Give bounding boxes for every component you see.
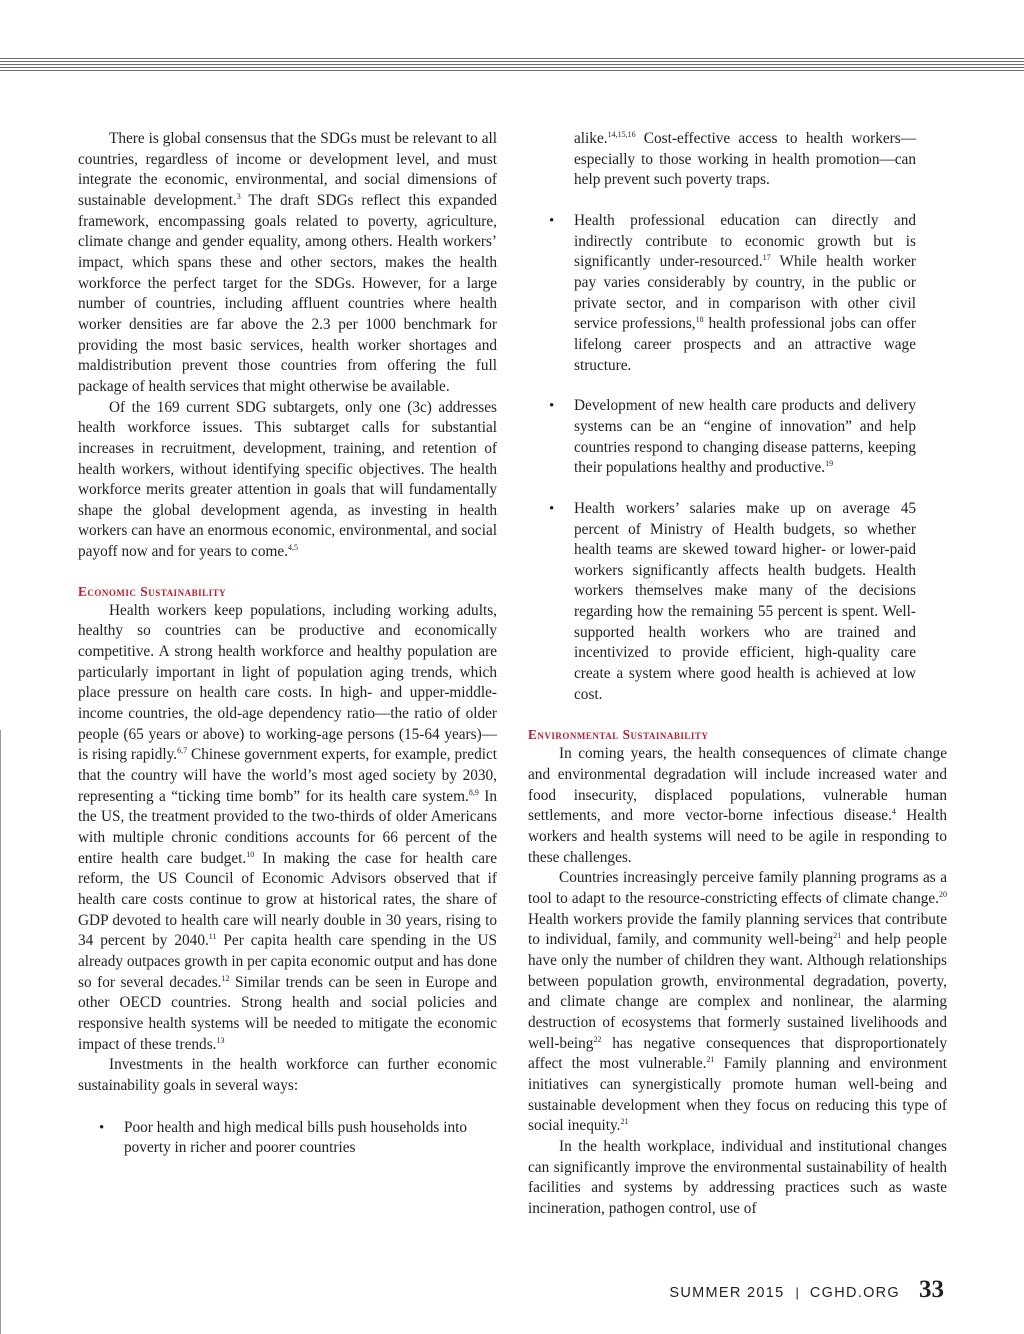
list-item <box>528 211 916 376</box>
list-item <box>528 129 916 191</box>
page-footer <box>669 1276 944 1306</box>
left-column <box>78 129 497 1159</box>
bullet-marker: • <box>549 212 555 229</box>
paragraph-sdg-consensus: There is global consensus that the SDGs must be relevant to all countries, regardless of income or development level, and must integrate the economic, environmental, and social dimensions of sustainable development.$^3$ The draft SDGs reflect this expanded framework, encompassing goals related to poverty, agriculture, climate change and gender equality, among others. Health workers’ impact, which spans these and other sectors, makes the health workforce the perfect target for the SDGs. However, for a large number of countries, including affluent countries where health worker densities are far above the 2.3 per 1000 benchmark for providing the most basic services, health worker shortages and maldistribution prevent those countries from offering the full package of health services that might otherwise be available. <box>78 130 497 395</box>
bullet-list-economic-continued <box>528 129 947 705</box>
bullet-marker: • <box>549 500 555 517</box>
right-column <box>528 129 947 1220</box>
heading-environmental-sustainability: Environmental Sustainability <box>528 727 709 743</box>
paragraph-economic-populations: Health workers keep populations, including working adults, healthy so countries can be productive and economically competitive. A strong health workforce and healthy population are particularly important in light of population aging trends, which place pressure on health care costs. In high- and upper-middle-income countries, the old-age dependency ratio—the ratio of older people (65 years or above) to working-age persons (15-64 years)—is rising rapidly.$^{6,7}$ Chinese government experts, for example, predict that the country will have the world’s most aged society by 2030, representing a “ticking time bomb” for its health care system.$^{8,9}$ In the US, the treatment provided to the two-thirds of older Americans with multiple chronic conditions accounts for 66 percent of the entire health care budget.$^{10}$ In making the case for health care reform, the US Council of Economic Advisors observed that if health care costs continue to grow at historical rates, the share of GDP devoted to health care will nearly double in 30 years, rising to 34 percent by 2040.11 Per capita health care spending in the US already outpaces growth in per capita economic output and has done so for several decades.$^{12}$ Similar trends can be seen in Europe and other OECD countries. Strong health and social policies and responsive health systems will be needed to mitigate the economic impact of these trends.$^{13}$ <box>78 601 498 1053</box>
header-rule-5 <box>0 70 1024 71</box>
list-item <box>528 499 916 706</box>
paragraph-climate-consequences: In coming years, the health consequences of climate change and environmental degradation will include increased water and food insecurity, displaced populations, vulnerable human settlements, and more vector-borne infectious disease.$^4$ Health workers and health systems will need to be agile in responding to these challenges. <box>528 745 947 866</box>
heading-economic-sustainability: Economic Sustainability <box>78 583 227 599</box>
bullet-text-education: Health professional education can directly and indirectly contribute to economic growth but is significantly under-resourced.$^{17}$ While health worker pay varies considerably by country, in the public or private sector, and in comparison with other civil service professions,$^{18}$ health professional jobs can offer lifelong career prospects and an attractive wage structure. <box>574 211 916 374</box>
bullet-text-poverty-continued: alike.$^{14,15,16}$ Cost-effective access to health workers—especially to those working in health promotion—can help prevent such poverty traps. <box>574 130 916 189</box>
paragraph-family-planning: Countries increasingly perceive family planning programs as a tool to adapt to the resource-constricting effects of climate change.$^{20}$ Health workers provide the family planning services that contribute to individual, family, and community well-being$^{21}$ and help people have only the number of children they want. Although relationships between population growth, environmental degradation, poverty, and climate change are complex and nonlinear, the alarming destruction of ecosystems that formerly sustained livelihoods and well-being$^{22}$ has negative consequences that disproportionately affect the most vulnerable.$^{21}$ Family planning and environment initiatives can synergistically promote human well-being and sustainable development when they focus on reducing this type of social inequity.$^{21}$ <box>528 869 947 1135</box>
header-rule-3 <box>0 64 1024 65</box>
header-rule-1 <box>0 58 1024 59</box>
header-rule-4 <box>0 67 1024 68</box>
bullet-text-innovation: Development of new health care products and delivery systems can be an “engine of innovation” and help countries respond to changing disease patterns, keeping their populations healthy and productive.$^{19}$ <box>574 397 916 477</box>
bullet-text-poverty: Poor health and high medical bills push households into poverty in richer and poorer countries <box>124 1118 467 1157</box>
footer-separator: | <box>795 1285 799 1300</box>
list-item <box>78 1118 467 1159</box>
bullet-marker: • <box>99 1119 105 1136</box>
bullet-marker: • <box>549 398 555 415</box>
header-rule-2 <box>0 61 1024 62</box>
issue-label: SUMMER 2015 <box>669 1285 785 1301</box>
page-edge-line <box>0 730 1 1334</box>
website-link[interactable]: CGHD.ORG <box>809 1285 900 1301</box>
page-number: 33 <box>919 1276 944 1303</box>
paragraph-investments: Investments in the health workforce can further economic sustainability goals in several ways: <box>78 1056 497 1094</box>
list-item <box>528 396 916 479</box>
bullet-text-salaries: Health workers’ salaries make up on average 45 percent of Ministry of Health budgets, so whether health teams are skewed toward higher- or lower-paid workers significantly affects health budgets. Health workers themselves make many of the decisions regarding how the remaining 55 percent is spent. Well-supported health workers who are trained and incentivized to provide efficient, high-quality care create a system where good health is achieved at low cost. <box>574 499 916 703</box>
paragraph-sdg-subtargets: Of the 169 current SDG subtargets, only one (3c) addresses health workforce issues. This subtarget calls for substantial increases in recruitment, development, training, and retention of health workers, without identifying specific objectives. The health workforce merits greater attention in goals that will fundamentally shape the global development agenda, as investing in health workers can have an enormous economic, environmental, and social payoff now and for years to come.$^{4,5}$ <box>78 398 497 561</box>
bullet-list-economic <box>78 1118 497 1159</box>
paragraph-health-workplace: In the health workplace, individual and institutional changes can significantly improve the environmental sustainability of health facilities and systems by addressing practices such as waste incineration, pathogen control, use of <box>528 1137 947 1217</box>
